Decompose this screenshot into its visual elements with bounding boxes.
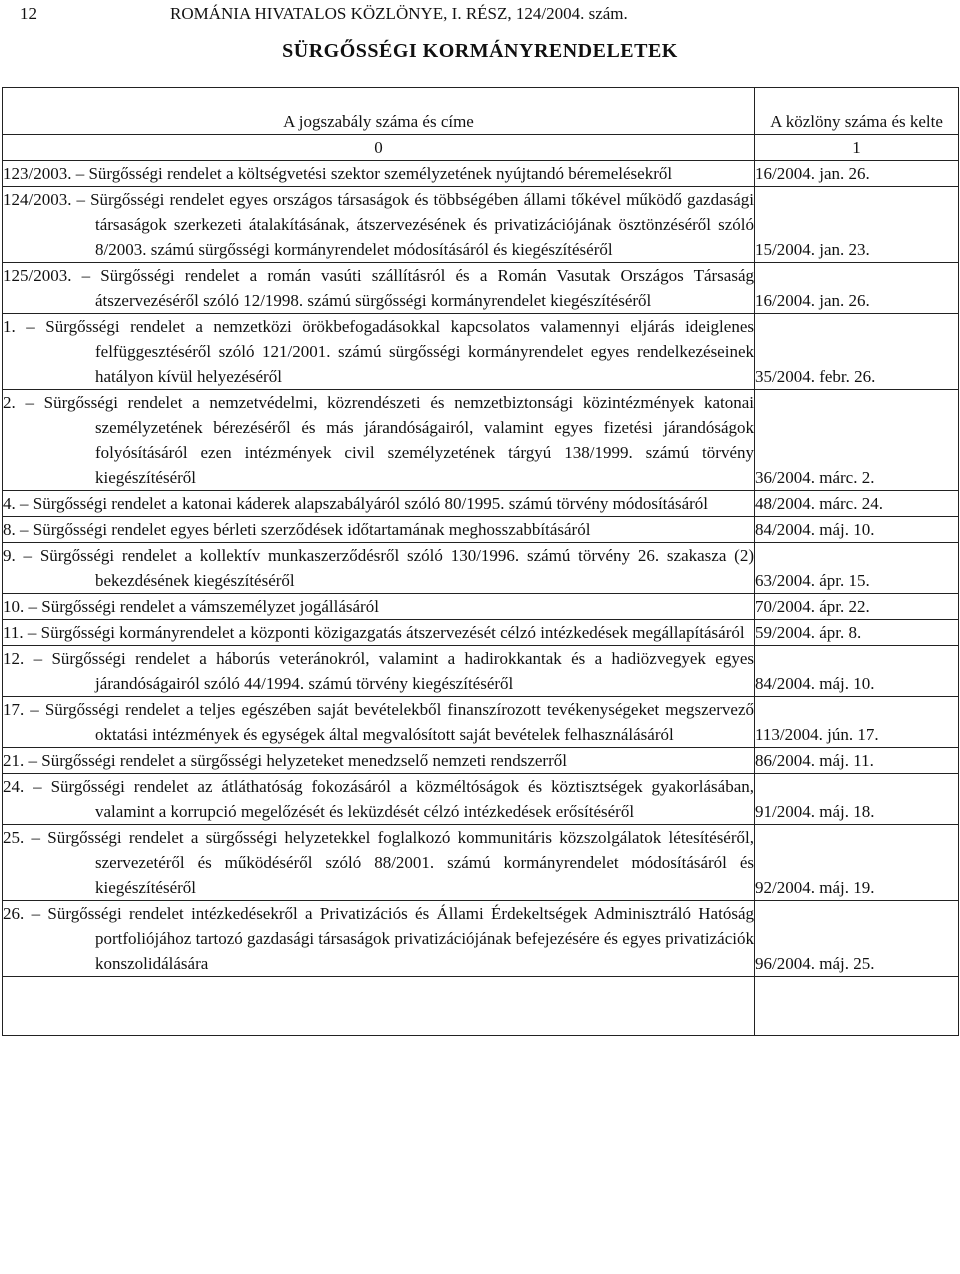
column-header-title: A jogszabály száma és címe xyxy=(3,88,755,135)
decree-title-cell xyxy=(3,825,755,901)
decree-title-cell xyxy=(3,263,755,314)
decree-title-cell xyxy=(3,646,755,697)
decree-title: 21. – Sürgősségi rendelet a sürgősségi helyzeteket menedzselő nemzeti rendszerről xyxy=(3,751,567,770)
table-row xyxy=(3,263,959,314)
table-row xyxy=(3,517,959,543)
decree-title: 123/2003. – Sürgősségi rendelet a költségvetési szektor személyzetének nyújtandó béremelésekről xyxy=(3,164,673,183)
decree-title: 26. – Sürgősségi rendelet intézkedésekről a Privatizációs és Állami Érdekeltségek Adminisztráló Hatóság portfoliójához tartozó gazdasági társaságok privatizációjának befejezésére és egyes privatizációk konszolidálására xyxy=(3,904,754,973)
decree-title-cell xyxy=(3,697,755,748)
column-index-publication: 1 xyxy=(755,135,959,161)
table-row xyxy=(3,543,959,594)
publication-date: 113/2004. jún. 17. xyxy=(755,697,959,748)
table-row xyxy=(3,314,959,390)
decree-title: 9. – Sürgősségi rendelet a kollektív munkaszerződésről szóló 130/1996. számú törvény 26. szakasza (2) bekezdésének kiegészítéséről xyxy=(3,546,754,590)
table-row xyxy=(3,901,959,977)
column-header-publication: A közlöny száma és kelte xyxy=(755,88,959,135)
publication-date: 63/2004. ápr. 15. xyxy=(755,543,959,594)
decree-title-cell xyxy=(3,620,755,646)
publication-date: 70/2004. ápr. 22. xyxy=(755,594,959,620)
decree-title: 8. – Sürgősségi rendelet egyes bérleti szerződések időtartamának meghosszabbításáról xyxy=(3,520,591,539)
publication-date: 16/2004. jan. 26. xyxy=(755,263,959,314)
table-row xyxy=(3,774,959,825)
decree-title-cell xyxy=(3,390,755,491)
publication-date: 15/2004. jan. 23. xyxy=(755,187,959,263)
decree-title: 2. – Sürgősségi rendelet a nemzetvédelmi, közrendészeti és nemzetbiztonsági közintézmények katonai személyzetének bérezéséről és más járandóságairól, valamint egyes fizetési járandóságok folyósításáról ezen intézmények civil személyzetének tárgyú 138/1999. számú törvény kiegészítéséről xyxy=(3,393,754,487)
decree-title: 1. – Sürgősségi rendelet a nemzetközi örökbefogadásokkal kapcsolatos valamennyi eljárás ideiglenes felfüggesztéséről szóló 121/2001. számú sürgősségi kormányrendelet egyes rendelkezéseinek hatályon kívül helyezéséről xyxy=(3,317,754,386)
decree-title-cell xyxy=(3,314,755,390)
table-row xyxy=(3,646,959,697)
decree-title: 11. – Sürgősségi kormányrendelet a központi közigazgatás átszervezését célzó intézkedések megállapításáról xyxy=(3,623,745,642)
section-title: SÜRGŐSSÉGI KORMÁNYRENDELETEK xyxy=(282,40,678,62)
publication-date: 36/2004. márc. 2. xyxy=(755,390,959,491)
decree-title: 125/2003. – Sürgősségi rendelet a román vasúti szállításról és a Román Vasutak Országos Társaság átszervezéséről szóló 12/1998. számú sürgősségi kormányrendelet kiegészítéséről xyxy=(3,266,754,310)
publication-date: 16/2004. jan. 26. xyxy=(755,161,959,187)
publication-date: 84/2004. máj. 10. xyxy=(755,646,959,697)
decree-title: 12. – Sürgősségi rendelet a háborús veteránokról, valamint a hadirokkantak és a hadiözvegyek egyes járandóságairól szóló 44/1994. számú törvény kiegészítéséről xyxy=(3,649,754,693)
decree-title: 17. – Sürgősségi rendelet a teljes egészében saját bevételekből finanszírozott tevékenységeket megszervező oktatási intézmények és egységek által megvalósított saját bevételek felhasználásáról xyxy=(3,700,754,744)
table-row xyxy=(3,748,959,774)
page-number: 12 xyxy=(20,4,37,23)
table-row xyxy=(3,594,959,620)
decree-title: 124/2003. – Sürgősségi rendelet egyes országos társaságok és többségében állami tőkével működő gazdasági társaságok szerkezeti átalakításának, átszervezésének és privatizációjának ösztönzéséről szóló 8/2003. számú sürgősségi kormányrendelet módosításáról és kiegészítéséről xyxy=(3,190,754,259)
decree-title-cell xyxy=(3,161,755,187)
decree-title: 25. – Sürgősségi rendelet a sürgősségi helyzetekkel foglalkozó kommunitáris közszolgálatok létesítéséről, szervezetéről és működéséről szóló 88/2001. számú kormányrendelet módosításáról és kiegészítéséről xyxy=(3,828,754,897)
table-row xyxy=(3,620,959,646)
decree-title-cell xyxy=(3,594,755,620)
table-header-row xyxy=(3,88,959,135)
table-row xyxy=(3,491,959,517)
decree-title-cell xyxy=(3,774,755,825)
decree-title-cell xyxy=(3,543,755,594)
table-end-cell-title xyxy=(3,977,755,1036)
table-row xyxy=(3,187,959,263)
publication-date: 84/2004. máj. 10. xyxy=(755,517,959,543)
table-row xyxy=(3,161,959,187)
table-row xyxy=(3,390,959,491)
column-index-row xyxy=(3,135,959,161)
decree-table xyxy=(2,87,959,1036)
publication-date: 59/2004. ápr. 8. xyxy=(755,620,959,646)
decree-title-cell xyxy=(3,491,755,517)
decree-title: 24. – Sürgősségi rendelet az átláthatóság fokozásáról a közméltóságok és köztisztségek gyakorlásában, valamint a korrupció megelőzését és leküzdését célzó intézkedések erősítéséről xyxy=(3,777,754,821)
journal-title: ROMÁNIA HIVATALOS KÖZLÖNYE, I. RÉSZ, 124/2004. szám. xyxy=(170,4,628,23)
page-header xyxy=(20,4,940,30)
decree-title-cell xyxy=(3,517,755,543)
table-end-row xyxy=(3,977,959,1036)
decree-title-cell xyxy=(3,901,755,977)
decree-title: 4. – Sürgősségi rendelet a katonai káderek alapszabályáról szóló 80/1995. számú törvény módosításáról xyxy=(3,494,708,513)
publication-date: 35/2004. febr. 26. xyxy=(755,314,959,390)
publication-date: 92/2004. máj. 19. xyxy=(755,825,959,901)
publication-date: 96/2004. máj. 25. xyxy=(755,901,959,977)
table-row xyxy=(3,825,959,901)
publication-date: 86/2004. máj. 11. xyxy=(755,748,959,774)
decree-title-cell xyxy=(3,187,755,263)
decree-title: 10. – Sürgősségi rendelet a vámszemélyzet jogállásáról xyxy=(3,597,379,616)
decree-title-cell xyxy=(3,748,755,774)
column-index-title: 0 xyxy=(3,135,755,161)
decree-rows xyxy=(3,161,959,1036)
publication-date: 48/2004. márc. 24. xyxy=(755,491,959,517)
table-row xyxy=(3,697,959,748)
publication-date: 91/2004. máj. 18. xyxy=(755,774,959,825)
table-end-cell-publication xyxy=(755,977,959,1036)
